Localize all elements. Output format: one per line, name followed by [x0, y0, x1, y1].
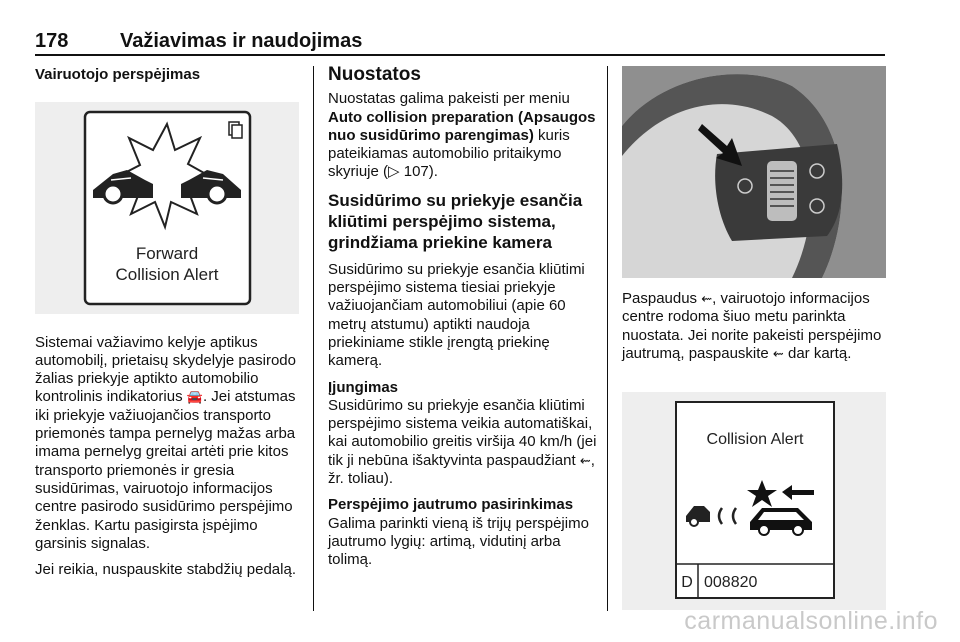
column-1: [35, 66, 301, 587]
page-reference-icon: ▷: [388, 163, 400, 181]
figure-label-forward: Forward: [135, 244, 199, 264]
column-divider: [607, 66, 608, 611]
collision-alert-display-figure: [622, 392, 886, 610]
car-indicator-icon: 🚘: [186, 389, 203, 405]
paragraph: Paspaudus ⇜, vairuotojo informacijos centre rodoma šiuo metu parinkta nuostata. Jei norite pakeisti perspėjimo jautrumą, paspauskite ⇜ dar kartą.: [622, 290, 882, 362]
page-number: 178: [35, 30, 69, 52]
chapter-title: Važiavimas ir naudojimas: [120, 30, 363, 52]
column-divider: [313, 66, 314, 611]
collision-alert-button-icon: ⇜: [772, 345, 784, 361]
figure-label-collision-alert: Collision Alert: [115, 265, 219, 285]
column-2: [328, 66, 598, 578]
paragraph: Susidūrimo su priekyje esančia kliūtimi perspėjimo sistema tiesiai priekyje važiuojančiam automobiliui (apie 60 metrų atstumu) aptikti naudoja priekiniame stikle įrengtą priekinę kamerą.: [328, 260, 585, 370]
page-header: [35, 30, 885, 56]
subheading: Įjungimas: [328, 378, 399, 396]
section-heading: Susidūrimo su priekyje esančia kliūtimi perspėjimo sistema, grindžiama priekine kamera: [328, 190, 583, 252]
paragraph: Susidūrimo su priekyje esančia kliūtimi perspėjimo sistema veikia automatiškai, kai automobilio greitis viršija 40 km/h (jei tik ji nebūna išaktyvinta paspaudžiant ⇜, žr. toliau).: [328, 396, 597, 488]
collision-alert-button-icon: ⇜: [579, 452, 591, 468]
forward-collision-alert-figure: [35, 102, 299, 314]
menu-name: Auto collision preparation (Apsaugos nuo susidūrimo parengimas): [328, 108, 596, 144]
steering-wheel-figure: [622, 66, 886, 278]
paragraph: Sistemai važiavimo kelyje aptikus automobilį, prietaisų skydelyje pasirodo žalias priekyje aptikto automobilio kontrolinis indikatorius 🚘. Jei atstumas iki priekyje važiuojančios transporto priemonės tampa pernelyg mažas arba imama pernelyg greitai artėti prie kitos transporto priemonės ir gresia susidūrimas, vairuotojo informacijos centre pasirodo susidūrimo perspėjimo ženklas. Kartu pasigirsta įspėjimo garsinis signalas.: [35, 333, 296, 552]
figure-caption: Vairuotojo perspėjimas: [35, 66, 201, 83]
paragraph: Nuostatas galima pakeisti per meniu Auto collision preparation (Apsaugos nuo susidūrimo parengimas) kuris pateikiamas automobilio pritaikymo skyriuje (▷ 107).: [328, 90, 596, 181]
watermark: carmanualsonline.info: [684, 607, 938, 635]
display-value: 008820: [704, 574, 758, 591]
subheading: Perspėjimo jautrumo pasirinkimas: [328, 496, 574, 514]
display-label: D: [681, 574, 693, 591]
collision-alert-button-icon: ⇜: [701, 291, 713, 306]
column-3: [622, 290, 888, 371]
paragraph: Galima parinkti vieną iš trijų perspėjimo jautrumo lygių: artimą, vidutinį arba tolimą.: [328, 514, 589, 569]
display-title: Collision Alert: [706, 431, 804, 448]
header-rule: [35, 54, 885, 56]
section-heading: Nuostatos: [328, 64, 421, 85]
paragraph: Jei reikia, nuspauskite stabdžių pedalą.: [35, 561, 296, 579]
